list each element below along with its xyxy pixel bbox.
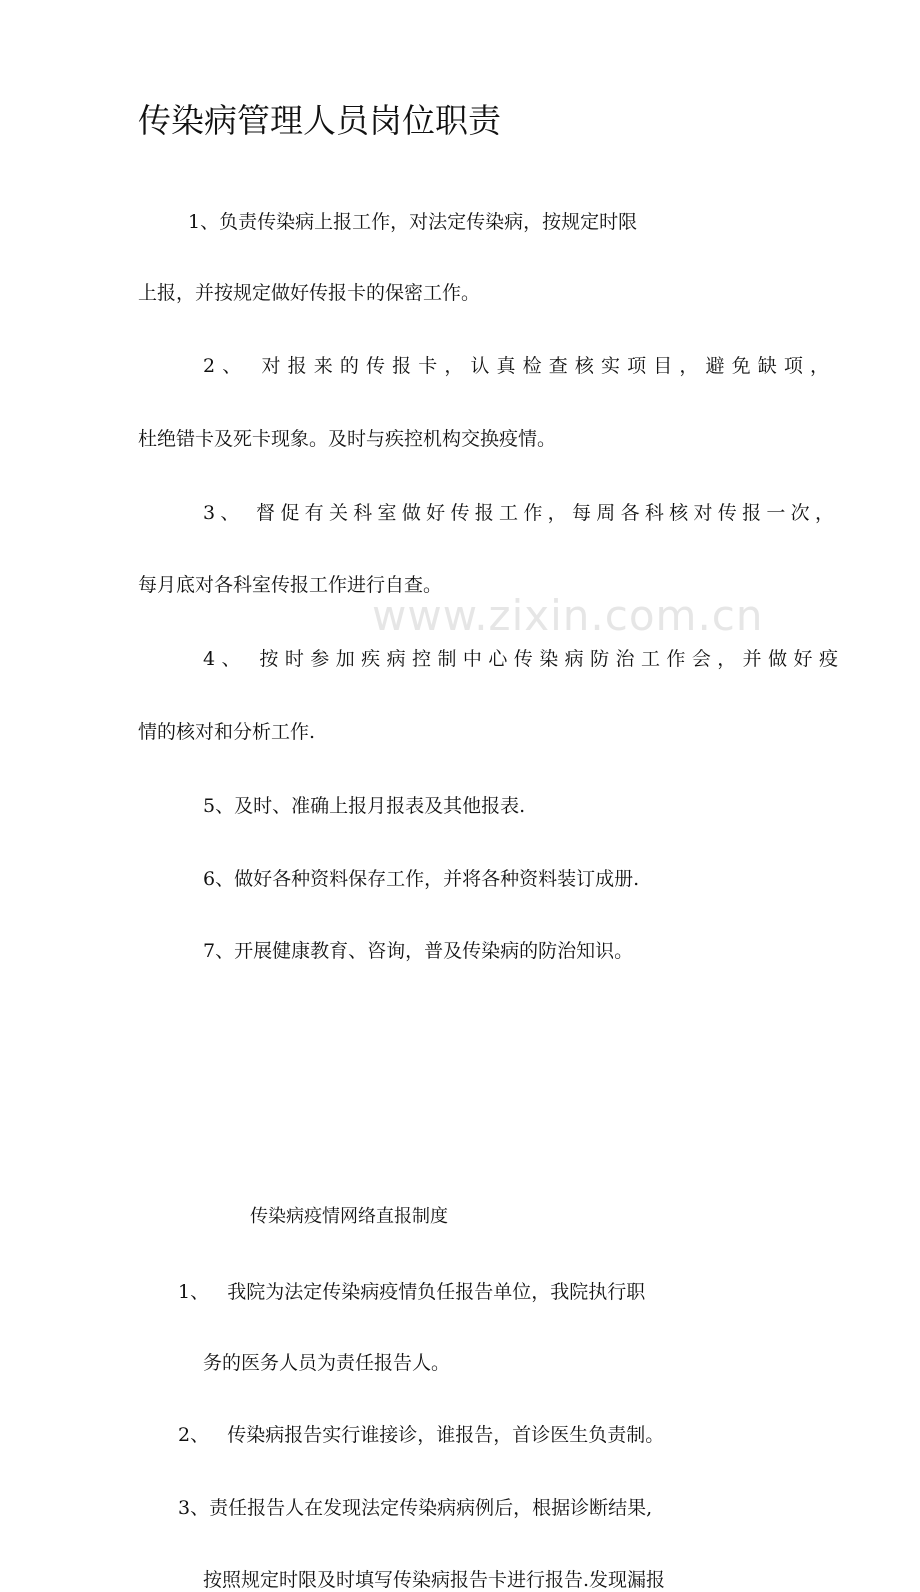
duty-7: 7、开展健康教育、咨询，普及传染病的防治知识。 (203, 940, 634, 962)
duty-1-line-2: 上报，并按规定做好传报卡的保密工作。 (138, 282, 481, 304)
duty-4-line-1: 4、 按时参加疾病控制中心传染病防治工作会，并做好疫 (203, 648, 838, 670)
duty-6: 6、做好各种资料保存工作，并将各种资料装订成册. (203, 868, 640, 890)
duty-3-line-1: 3、 督促有关科室做好传报工作，每周各科核对传报一次， (203, 502, 834, 524)
rule-3-line-2: 按照规定时限及时填写传染病报告卡进行报告.发现漏报 (203, 1569, 666, 1591)
duty-1-line-1: 1、负责传染病上报工作，对法定传染病，按规定时限 (188, 211, 638, 233)
watermark: www.zixin.com.cn (372, 591, 764, 640)
rule-1-line-2: 务的医务人员为责任报告人。 (203, 1352, 451, 1374)
rule-2: 2、 传染病报告实行谁接诊，谁报告，首诊医生负责制。 (178, 1424, 665, 1446)
duty-2-line-1: 2、 对报来的传报卡，认真检查核实项目，避免缺项， (203, 355, 829, 377)
page-title: 传染病管理人员岗位职责 (138, 101, 501, 140)
duty-5: 5、及时、准确上报月报表及其他报表. (203, 795, 526, 817)
section-title: 传染病疫情网络直报制度 (250, 1206, 448, 1227)
duty-3-line-2: 每月底对各科室传报工作进行自查。 (138, 574, 443, 596)
duty-4-line-2: 情的核对和分析工作. (138, 721, 316, 743)
rule-3-line-1: 3、责任报告人在发现法定传染病病例后，根据诊断结果, (178, 1497, 653, 1519)
duty-2-line-2: 杜绝错卡及死卡现象。及时与疾控机构交换疫情。 (138, 428, 557, 450)
rule-1-line-1: 1、 我院为法定传染病疫情负任报告单位，我院执行职 (178, 1281, 646, 1303)
